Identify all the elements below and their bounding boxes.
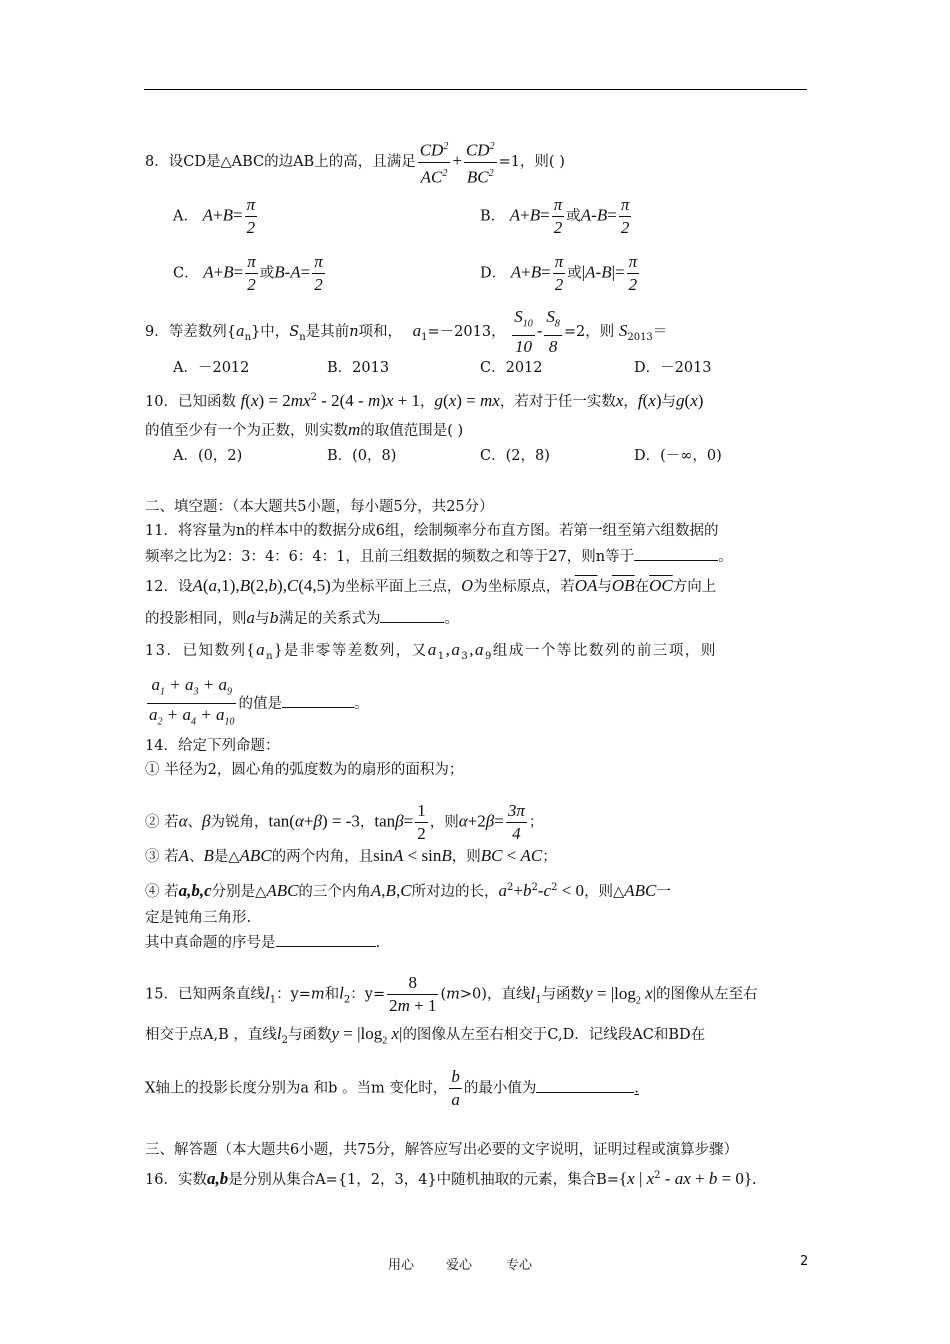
q8-c-or: 或	[259, 265, 275, 282]
q8-option-b: B． A+B= $\frac{\pi}{2}$ 或A-B= $\frac{\pi}{2}$	[480, 195, 630, 237]
q10-option-b: B．(0，8)	[327, 448, 397, 464]
q9-eqend: ＝	[652, 324, 668, 341]
q10-l2: 的值至少有一个为正数，则实数	[145, 423, 348, 439]
q15-l3b: 的最小值为	[463, 1080, 537, 1097]
q14-prop-2: ② 若α、β为锐角，tan(α+β) = -3，tanβ= $\frac{1}{2}$ ，则α+2β= $\frac{3\pi}{4}$ ；	[145, 801, 544, 843]
q8-d-or: 或	[567, 265, 582, 282]
q15-l1h: 的图像从左至右	[656, 986, 758, 1003]
section-2-heading: 二、填空题：（本大题共5小题，每小题5分，共25分）	[145, 499, 494, 515]
q14-p3e: ，则	[451, 849, 481, 865]
q14-ask-text: 其中真命题的序号是	[145, 935, 276, 951]
question-14-title: 14．给定下列命题：	[145, 738, 280, 754]
q10-l1a: 10．已知函数	[145, 393, 236, 410]
q15-end: .	[634, 1080, 639, 1097]
q11-l2: 频率之比为2：3：4：6：4：1，且前三组数据的频数之和等于27，则n等于	[145, 549, 635, 565]
q8-suffix: =1，则( )	[498, 154, 565, 171]
question-10-line1: 10．已知函数 $f(x) = 2mx^2 - 2(4 - m)x + 1$，g(x) = mx，若对于任一实数x，f(x)与g(x)	[145, 390, 704, 410]
q14-p2f: ；	[528, 814, 544, 831]
footer-left: 用心	[388, 1258, 415, 1273]
page-number: 2	[800, 1254, 809, 1269]
q15-l3a: X轴上的投影长度分别为a 和b 。当m 变化时，	[145, 1080, 448, 1097]
question-15-line2: 相交于点A,B ，直线$l_2$与函数$y = |\log_2$ x|的图像从左至右相交于C,D．记线段AC和BD在	[145, 1024, 706, 1047]
question-16: 16．实数a,b是分别从集合A={1，2，3，4}中随机抽取的元素，集合B={x | $x^2$ - ax + b = 0}.	[145, 1168, 757, 1188]
q14-p2c: 为锐角，	[210, 814, 269, 831]
q15-m: m	[310, 986, 325, 1003]
q12-l1d: 方向上	[672, 579, 717, 595]
q12-end: 。	[444, 611, 459, 627]
q9-n: n	[349, 324, 359, 341]
q14-p3b: 、	[189, 849, 204, 865]
q15-l2c: 的图像从左至右相交于C,D．记线段AC和BD在	[402, 1027, 706, 1043]
q14-prop-3: ③ 若A、B是△ABC的两个内角，且sinA < sinB，则BC < AC；	[145, 846, 557, 865]
q14-p2a: ② 若	[145, 814, 179, 831]
question-8: 8．设CD是△ABC的边AB上的高，且满足 $\frac{CD^2}{AC^2}$ + $\frac{CD^2}{BC^2}$ =1，则( )	[145, 136, 565, 188]
q9-t3: 是其前	[305, 324, 350, 341]
q9-an: a	[235, 324, 245, 341]
q15-l1d: ：y=	[350, 986, 386, 1003]
header-rule	[144, 89, 807, 90]
q13-l1a: 13．已知数列	[145, 643, 247, 659]
q12-a: a	[246, 611, 256, 627]
q12-blank[interactable]	[380, 608, 444, 623]
q8-option-c: C． A+B= $\frac{\pi}{2}$ 或B-A= $\frac{\pi}{2}$	[173, 252, 323, 294]
q15-l2a: 相交于点A,B ，直线	[145, 1027, 277, 1043]
q9-t4: 项和，	[358, 324, 403, 341]
q10-l1c: 与	[661, 393, 677, 410]
q14-p2e: ，则	[429, 814, 459, 831]
q12-l2a: 的投影相同，则	[145, 611, 247, 627]
q14-p2b: 、	[187, 814, 203, 831]
q12-b: b	[269, 611, 279, 627]
q15-l1a: 15．已知两条直线	[145, 986, 265, 1003]
q9-option-c: C．2012	[480, 360, 543, 376]
q15-l1b: ：y=	[276, 986, 311, 1003]
q12-zai: 在	[634, 579, 650, 595]
q9-option-b: B．2013	[327, 360, 390, 376]
q8-d-label: D．	[480, 265, 507, 282]
q12-l1a: 12．设	[145, 579, 193, 595]
q13-l2: 的值是	[238, 695, 282, 712]
question-11-line2	[145, 546, 733, 567]
question-15-line1: 15．已知两条直线$l_1$：y=m和$l_2$：y= $\frac{8}{2m + 1}$ (m>0)，直线$l_1$与函数$y = |\log_2$ x|的图像从左至右	[145, 973, 758, 1015]
q14-p2d: ，	[359, 814, 375, 831]
q14-p3a: ③ 若	[145, 849, 179, 865]
q15-frac: $\frac{8}{2m + 1}$	[389, 973, 437, 1015]
q8-frac2: $\frac{CD^2}{BC^2}$	[464, 136, 497, 188]
q9-eq2: =2，则	[563, 324, 615, 341]
q8-option-d: D． A+B= $\frac{\pi}{2}$ 或|A-B|= $\frac{\pi}{2}$	[480, 252, 638, 294]
q15-l1c: 和	[324, 986, 340, 1003]
section-3-heading: 三、解答题（本大题共6小题，共75分，解答应写出必要的文字说明，证明过程或演算步骤）	[145, 1142, 739, 1158]
q10-l1b: ，若对于任一实数	[499, 393, 616, 410]
q8-b-label: B．	[480, 208, 506, 225]
q14-p4a: ④ 若	[145, 883, 179, 900]
q14-prop-4: ④ 若a,b,c分别是△ABC的三个内角A,B,C所对边的长，$a^2+b^2-c^2 < 0$，则△ABC一	[145, 880, 671, 900]
question-13-line1: 13．已知数列$\{a_n\}$是非零等差数列，又$a_1,a_3,a_9$组成一个等比数列的前三项，则	[145, 640, 717, 662]
q9-option-a: A．－2012	[173, 360, 250, 376]
q12-o: O	[461, 579, 474, 595]
q12-l1c: 为坐标原点，若	[473, 579, 575, 595]
q9-t2: }中，	[251, 324, 290, 341]
question-12-line1: 12．设A(a,1),B(2,b),C(4,5)为坐标平面上三点，O为坐标原点，若$\overline{OA}$与$\overline{OB}$在$\overline{OC}$方向上	[145, 576, 717, 595]
question-15-line3	[145, 1066, 639, 1111]
q8-a-label: A．	[173, 208, 198, 225]
q14-p3d: 的两个内角，且	[271, 849, 374, 865]
q12-l2b: 与	[255, 611, 270, 627]
q12-yu: 与	[597, 579, 612, 595]
question-13-line2	[145, 674, 368, 734]
q8-frac1: $\frac{CD^2}{AC^2}$	[418, 136, 451, 188]
q13-end: 。	[353, 695, 369, 712]
footer-right: 专心	[506, 1258, 533, 1273]
q14-p4c: 的三个内角	[298, 883, 371, 900]
q10-l2b: 的取值范围是( )	[360, 423, 464, 439]
q15-l1f: >0)，直线	[459, 986, 531, 1003]
q10-option-a: A．(0，2)	[173, 448, 243, 464]
q9-t1: 9．等差数列{	[145, 324, 236, 341]
question-10-line2: 的值至少有一个为正数，则实数m的取值范围是( )	[145, 420, 464, 439]
q13-l1c: 组成一个等比数列的前三项，则	[492, 643, 717, 659]
q9-sn: S	[289, 324, 300, 341]
q8-c-label: C．	[173, 265, 199, 282]
q14-p4d: 所对边的长，	[411, 883, 499, 900]
q9-option-d: D．－2013	[634, 360, 712, 376]
q10-option-d: D．(－∞，0)	[634, 448, 722, 464]
question-12-line2	[145, 608, 459, 629]
q14-p4f: 一	[656, 883, 671, 900]
question-9: 9．等差数列$\{a_n\}$中，$S_n$是其前n项和， $a_1=-2013$， $\frac{S_{10}}{10}$ - $\frac{S_8}{8}$ =2，则 $S_{2013}=$	[145, 307, 668, 357]
q12-l2c: 满足的关系式为	[278, 611, 381, 627]
q15-m2: m	[446, 986, 460, 1003]
q9-frac2: $\frac{S_8}{8}$	[546, 307, 560, 357]
q11-blank[interactable]	[634, 546, 718, 561]
q14-blank[interactable]	[276, 932, 376, 947]
q14-p4e: ，则△	[584, 883, 625, 900]
q14-p3c: 是△	[213, 849, 240, 865]
q15-l1e: (	[440, 986, 447, 1003]
footer-mid: 爱心	[446, 1258, 473, 1273]
q15-l1g: 与函数	[541, 986, 586, 1003]
q11-end: 。	[718, 549, 733, 565]
q10-option-c: C．(2，8)	[480, 448, 550, 464]
q14-ask	[145, 932, 380, 953]
q9-frac1: $\frac{S_{10}}{10}$	[514, 307, 533, 357]
q8-option-a: A． A+B= $\frac{\pi}{2}$	[173, 195, 256, 237]
q16-a: 16．实数	[145, 1171, 207, 1188]
question-11-line1: 11．将容量为n的样本中的数据分成6组，绘制频率分布直方图。若第一组至第六组数据的	[145, 523, 719, 539]
q12-l1b: 为坐标平面上三点，	[330, 579, 462, 595]
q13-frac: $\frac{a_1 + a_3 + a_9}{a_2 + a_4 + a_{10}}$	[149, 675, 235, 728]
q8-prefix: 8．设CD是△ABC的边AB上的高，且满足	[145, 154, 416, 171]
q13-l1b: 是非零等差数列，又	[283, 643, 428, 659]
q13-blank[interactable]	[282, 693, 354, 708]
q14-prop-1: ① 半径为2，圆心角的弧度数为的扇形的面积为；	[145, 762, 464, 778]
q16-b: 是分别从集合A={1，2，3，4}中随机抽取的元素，集合B=	[228, 1171, 619, 1188]
q15-l2b: 与函数	[287, 1027, 332, 1043]
q15-blank[interactable]	[536, 1078, 634, 1093]
q9-a1val: =－2013，	[427, 324, 506, 341]
q14-ask-end: .	[375, 935, 381, 951]
q14-prop-4-cont: 定是钝角三角形.	[145, 910, 252, 926]
q14-p4b: 分别是△	[211, 883, 267, 900]
q14-p3f: ；	[542, 849, 557, 865]
q8-b-or: 或	[566, 208, 581, 225]
q15-ba-frac: $\frac{b}{a}$	[451, 1067, 460, 1109]
